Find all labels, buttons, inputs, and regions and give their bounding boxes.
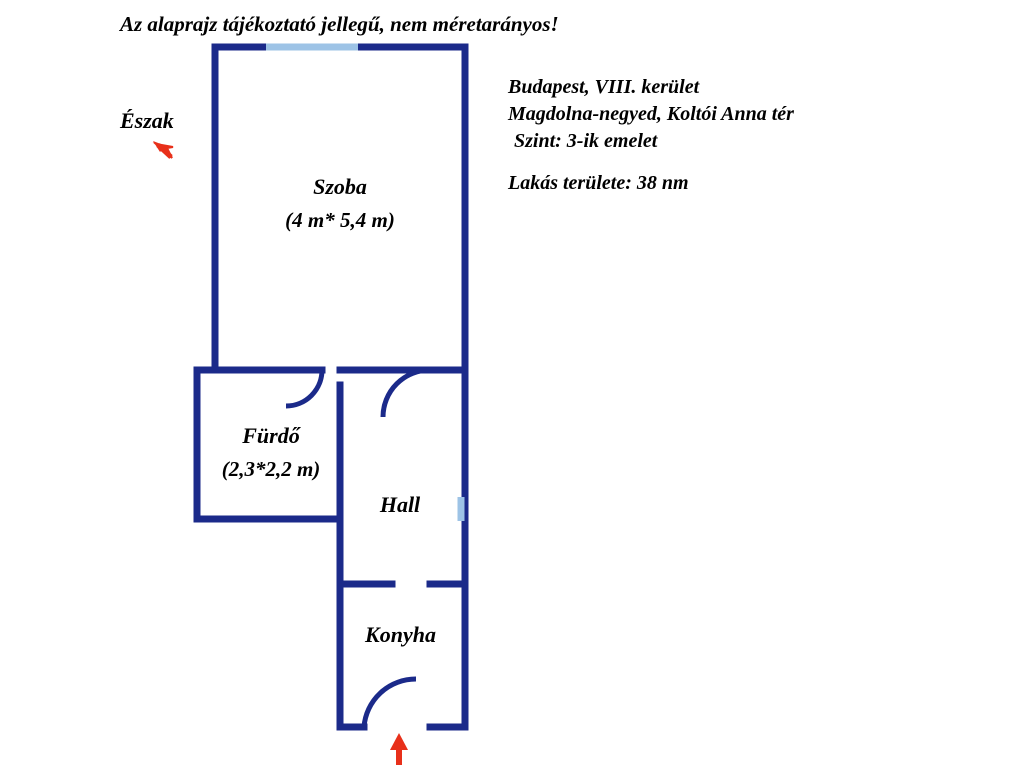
room-label-hall bbox=[340, 492, 460, 518]
door-hall-swing bbox=[383, 370, 430, 417]
info-district: Magdolna-negyed, Koltói Anna tér bbox=[508, 103, 794, 125]
info-area: Lakás területe: 38 nm bbox=[508, 172, 689, 194]
info-floor: Szint: 3-ik emelet bbox=[514, 130, 658, 152]
entrance-arrow-icon bbox=[390, 733, 408, 765]
north-label: Észak bbox=[120, 108, 174, 133]
room-name-szoba: Szoba bbox=[313, 174, 367, 199]
door-konyha-swing bbox=[364, 679, 416, 727]
room-dimensions-furdo: (2,3*2,2 m) bbox=[221, 457, 321, 481]
door-furdo-swing bbox=[286, 370, 322, 406]
room-name-furdo: Fürdő bbox=[242, 423, 300, 448]
room-dimensions-szoba: (4 m* 5,4 m) bbox=[285, 208, 395, 232]
north-arrow-icon bbox=[153, 141, 173, 158]
room-label-furdo bbox=[196, 423, 346, 482]
disclaimer-text: Az alaprajz tájékoztató jellegű, nem méretarányos! bbox=[120, 12, 559, 36]
room-label-konyha bbox=[338, 622, 463, 648]
room-name-konyha: Konyha bbox=[365, 622, 436, 647]
room-label-szoba bbox=[215, 174, 465, 233]
room-name-hall: Hall bbox=[379, 492, 421, 517]
info-location: Budapest, VIII. kerület bbox=[508, 76, 700, 98]
